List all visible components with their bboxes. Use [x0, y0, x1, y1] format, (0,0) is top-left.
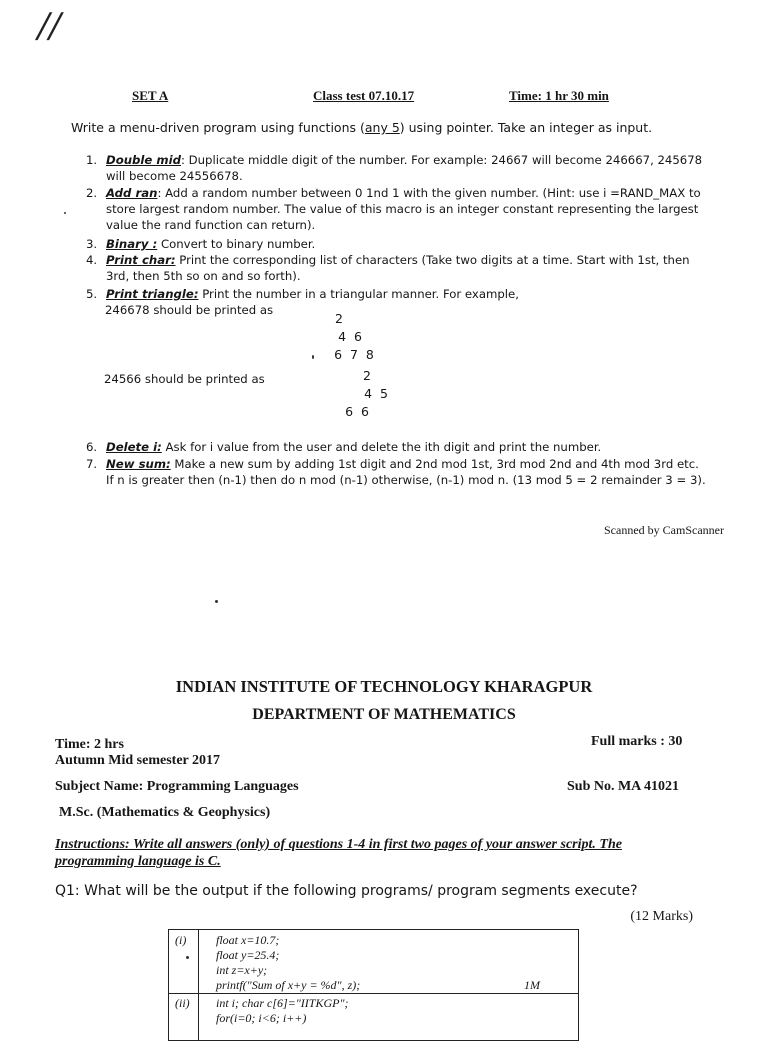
subject-number: Sub No. MA 41021	[567, 779, 680, 794]
triangle-row: 2	[363, 368, 371, 383]
code-line: float x=10.7;	[216, 933, 280, 947]
scan-speck	[215, 600, 218, 603]
subject-name: Subject Name: Programming Languages	[55, 779, 299, 794]
triangle-row: 2	[335, 311, 343, 326]
triangle-example-label: 24566 should be printed as	[104, 372, 265, 386]
question-1: Q1: What will be the output if the following programs/ program segments execute?	[55, 883, 638, 899]
code-table	[168, 929, 579, 1041]
intro-instruction: Write a menu-driven program using functions (any 5) using pointer. Take an integer as input.	[71, 120, 653, 135]
list-item: 5. Print triangle: Print the number in a triangular manner. For example,	[86, 287, 519, 301]
code-line: for(i=0; i<6; i++)	[216, 1011, 307, 1025]
test-duration: Time: 1 hr 30 min	[509, 88, 609, 103]
list-item: 3. Binary : Convert to binary number.	[86, 237, 316, 251]
code-line: int z=x+y;	[216, 963, 268, 977]
scan-speck	[312, 355, 314, 359]
scan-speck	[64, 212, 66, 214]
code-row-divider	[169, 993, 578, 994]
exam-duration: Time: 2 hrs	[55, 737, 124, 752]
code-label: (i)	[175, 933, 187, 947]
full-marks: Full marks : 30	[591, 734, 683, 749]
programme-name: M.Sc. (Mathematics & Geophysics)	[59, 805, 271, 820]
institute-heading: INDIAN INSTITUTE OF TECHNOLOGY KHARAGPUR	[175, 677, 593, 696]
class-test-date: Class test 07.10.17	[313, 88, 415, 103]
pen-mark: //	[33, 6, 66, 46]
code-marks: 1M	[524, 978, 540, 992]
triangle-row: 4 6	[338, 329, 362, 344]
list-item: 4. Print char: Print the corresponding list of characters (Take two digits at a time. Start with 1st, then 3rd, then 5th so on and so forth).	[86, 253, 690, 283]
triangle-example-label: 246678 should be printed as	[105, 303, 274, 317]
list-item: 2. Add ran: Add a random number between 0 1nd 1 with the given number. (Hint: use i =RAND_MAX to store largest random number. The value of this macro is an integer constant representing the largest value the rand function can return).	[86, 186, 701, 232]
triangle-row: 4 5	[364, 386, 388, 401]
triangle-row: 6 7 8	[334, 347, 374, 362]
list-item: 1. Double mid: Duplicate middle digit of the number. For example: 24667 will become 246667, 245678 will become 24556678.	[86, 153, 703, 183]
scanner-watermark: Scanned by CamScanner	[604, 523, 724, 537]
semester-label: Autumn Mid semester 2017	[55, 753, 221, 768]
code-line: float y=25.4;	[216, 948, 280, 962]
any-5-emphasis: any 5	[364, 120, 400, 135]
set-label: SET A	[132, 88, 169, 103]
list-item: 7. New sum: Make a new sum by adding 1st digit and 2nd mod 1st, 3rd mod 2nd and 4th mod 3rd etc. If n is greater then (n-1) then do n mod (n-1) otherwise, (n-1) mod n. (13 mod 5 = 2 remainder 3 = 3).	[86, 457, 706, 487]
code-line: int i; char c[6]="IITKGP";	[216, 996, 349, 1010]
department-heading: DEPARTMENT OF MATHEMATICS	[252, 706, 516, 723]
exam-instructions: Instructions: Write all answers (only) of questions 1-4 in first two pages of your answer script. The programming language is C.	[55, 837, 622, 869]
list-item: 6. Delete i: Ask for i value from the user and delete the ith digit and print the number.	[86, 440, 602, 454]
code-label: (ii)	[175, 996, 190, 1010]
triangle-row: 6 6	[345, 404, 369, 419]
code-line: printf("Sum of x+y = %d", z);	[216, 978, 361, 992]
question-1-marks: (12 Marks)	[630, 909, 693, 924]
